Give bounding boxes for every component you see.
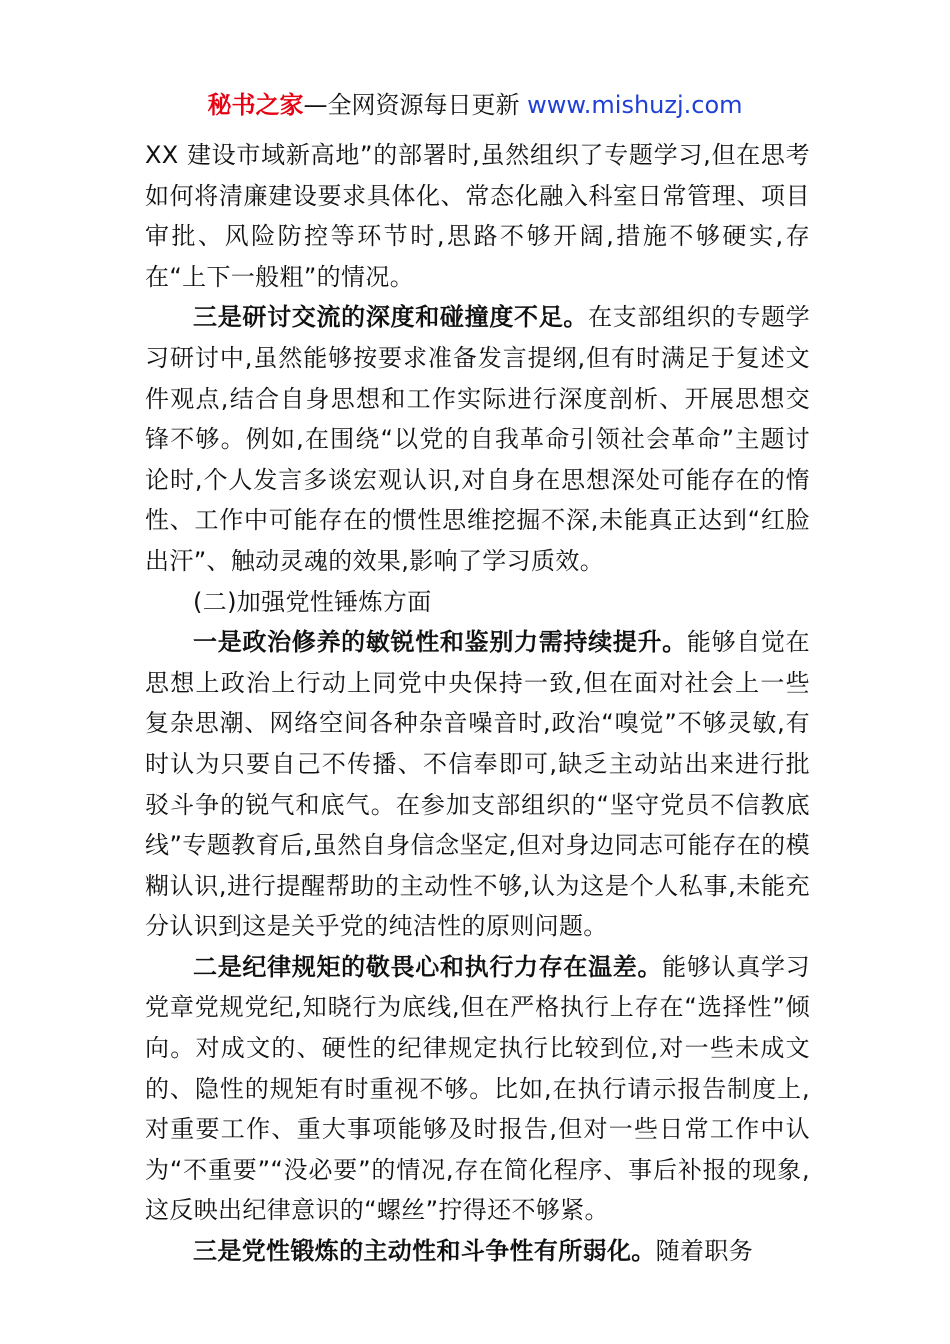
paragraph-text: 能够认真学习党章党规党纪,知晓行为底线,但在严格执行上存在“选择性”倾向。对成文的、硬性的纪律规定执行比较到位,对一些未成文的、隐性的规矩有时重视不够。比如,在执行请示报告制度上,对重要工作、重大事项能够及时报告,但对一些日常工作中认为“不重要”“没必要”的情况,存在简化程序、事后补报的现象,这反映出纪律意识的“螺丝”拧得还不够紧。	[145, 952, 810, 1225]
paragraph-heading: 二是纪律规矩的敬畏心和执行力存在温差。	[193, 952, 663, 981]
paragraph-point-1-political	[145, 622, 810, 947]
paragraph-heading: 一是政治修养的敏锐性和鉴别力需持续提升。	[193, 628, 687, 657]
paragraph-text: 随着职务	[655, 1237, 754, 1266]
paragraph-text: 在支部组织的专题学习研讨中,虽然能够按要求准备发言提纲,但有时满足于复述文件观点,结合自身思想和工作实际进行深度剖析、开展思想交锋不够。例如,在围绕“以党的自我革命引领社会革命”主题讨论时,个人发言多谈宏观认识,对自身在思想深处可能存在的惰性、工作中可能存在的惯性思维挖掘不深,未能真正达到“红脸出汗”、触动灵魂的效果,影响了学习质效。	[145, 303, 810, 575]
site-url-link[interactable]: www.mishuzj.com	[527, 91, 743, 119]
paragraph-continuation	[145, 135, 810, 297]
paragraph-heading: 三是党性锻炼的主动性和斗争性有所弱化。	[193, 1237, 656, 1266]
paragraph-text: XX 建设市域新高地”的部署时,虽然组织了专题学习,但在思考如何将清廉建设要求具体化、常态化融入科室日常管理、项目审批、风险防控等环节时,思路不够开阔,措施不够硬实,存在“上下一般粗”的情况。	[145, 141, 810, 291]
section-heading-text: (二)加强党性锤炼方面	[193, 587, 432, 616]
paragraph-point-2-discipline	[145, 947, 810, 1231]
paragraph-text: 能够自觉在思想上政治上行动上同党中央保持一致,但在面对社会上一些复杂思潮、网络空间各种杂音噪音时,政治“嗅觉”不够灵敏,有时认为只要自己不传播、不信奉即可,缺乏主动站出来进行批驳斗争的锐气和底气。在参加支部组织的“坚守党员不信教底线”专题教育后,虽然自身信念坚定,但对身边同志可能存在的模糊认识,进行提醒帮助的主动性不够,认为这是个人私事,未能充分认识到这是关乎党的纯洁性的原则问题。	[145, 628, 810, 941]
site-header	[0, 88, 950, 122]
document-body	[145, 135, 810, 1272]
site-tagline: —全网资源每日更新	[303, 91, 520, 119]
paragraph-heading: 三是研讨交流的深度和碰撞度不足。	[193, 303, 589, 332]
site-brand: 秘书之家	[207, 91, 304, 119]
paragraph-point-3-struggle	[145, 1231, 810, 1272]
section-heading-party-spirit	[145, 582, 810, 623]
paragraph-point-3-discussion	[145, 297, 810, 581]
